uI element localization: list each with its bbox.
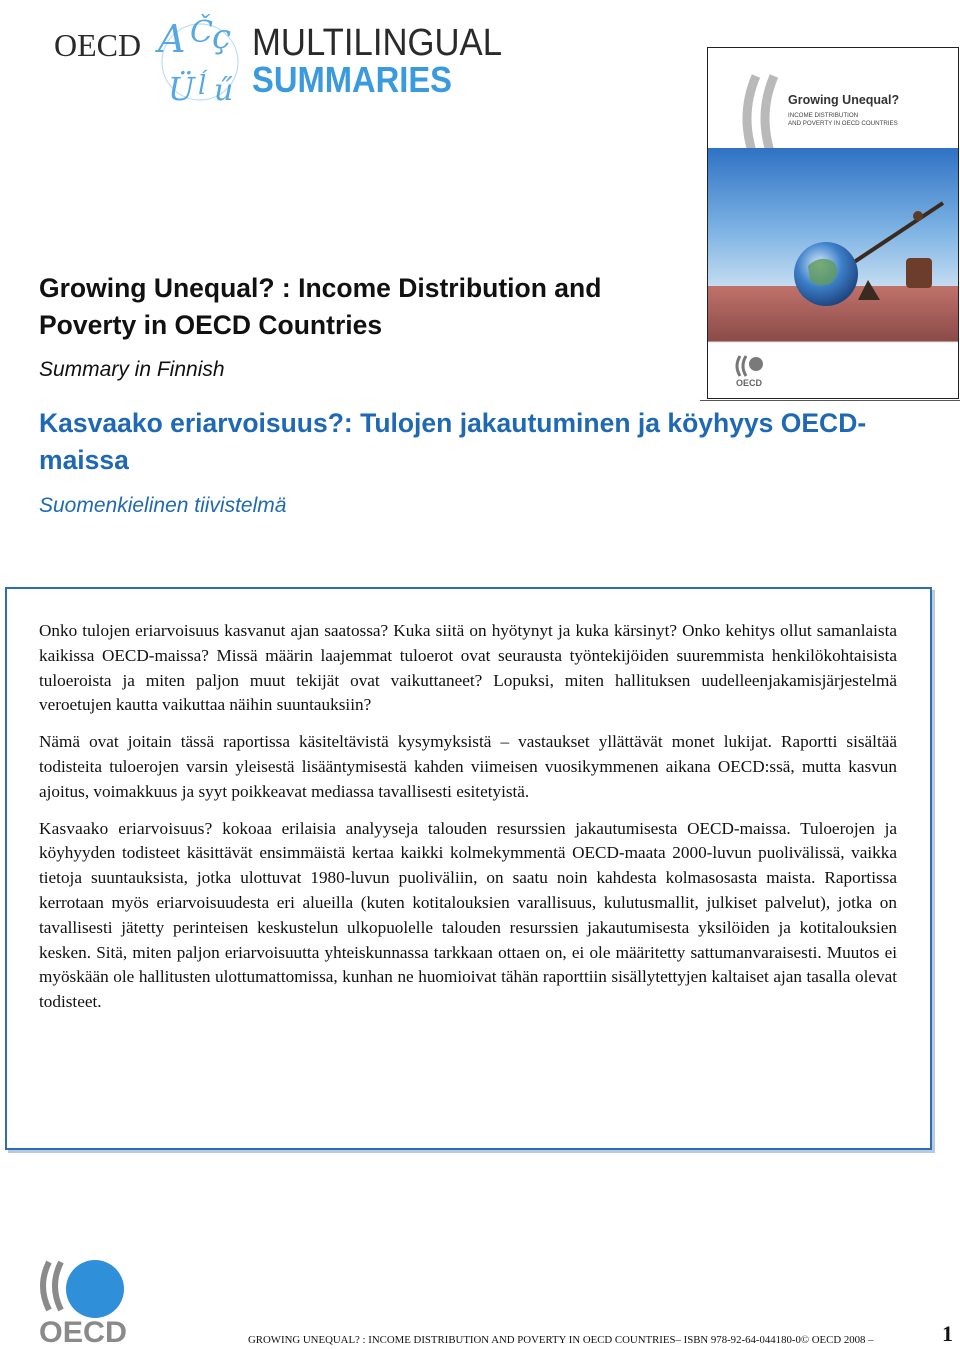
logo-multilingual-text: MULTILINGUAL	[252, 22, 502, 64]
cover-divider	[700, 400, 960, 401]
multilingual-summaries-logo	[40, 0, 505, 118]
cover-subtitle-line1: INCOME DISTRIBUTION	[788, 112, 859, 119]
oecd-chevron-icon	[43, 1262, 61, 1310]
footer-citation: GROWING UNEQUAL? : INCOME DISTRIBUTION AND POVERTY IN OECD COUNTRIES– ISBN 978-92-64-044180-0© OECD 2008 –	[248, 1334, 874, 1346]
finnish-subtitle: Suomenkielinen tiivistelmä	[39, 494, 287, 517]
summary-paragraph-3-lead: Kasvaako eriarvoisuus?	[39, 818, 213, 838]
logo-oecd-text: OECD	[54, 27, 142, 63]
svg-text:ű: ű	[214, 73, 234, 108]
cover-subtitle-line2: AND POVERTY IN OECD COUNTRIES	[788, 120, 898, 127]
summary-box	[5, 587, 932, 1150]
finnish-title: Kasvaako eriarvoisuus?: Tulojen jakautuminen ja köyhyys OECD-maissa	[39, 408, 867, 475]
svg-text:Č: Č	[190, 15, 213, 50]
english-subtitle: Summary in Finnish	[39, 358, 225, 381]
summary-paragraph-2: Nämä ovat joitain tässä raportissa käsiteltävistä kysymyksistä – vastaukset yllättävät monet lukijat. Raportti sisältää todisteita tuloerojen varsin yleisestä lisääntymisestä kahden viimeisen vuosikymmenen aikana OECD:ssä, mutta kasvun ajoitus, voimakkuus ja syyt poikkeavat mediassa tavallisesti esitetyistä.	[39, 732, 897, 801]
logo-summaries-text: SUMMARIES	[252, 59, 452, 100]
summary-body	[39, 619, 897, 1027]
oecd-logo-text: OECD	[39, 1316, 127, 1346]
svg-text:A: A	[158, 17, 186, 61]
summary-paragraph-1: Onko tulojen eriarvoisuus kasvanut ajan saatossa? Kuka siitä on hyötynyt ja kuka kärsinyt? Onko kehitys ollut samanlaista kaikissa OECD-maissa? Missä määrin laajemmat tuloerot ovat seurausta työntekijöiden suuremmista henkilökohtaisista tuloeroista ja miten paljon muut tekijät ovat vaikuttaneet? Lopuksi, miten hallituksen uudelleenjakamisjärjestelmä veroetujen kautta vaikuttaa näihin suuntauksiin?	[39, 621, 897, 715]
english-title: Growing Unequal? : Income Distribution and Poverty in OECD Countries	[39, 273, 602, 340]
svg-text:Ü: Ü	[168, 70, 195, 108]
page-number: 1	[942, 1321, 953, 1346]
book-cover-image	[707, 47, 959, 399]
svg-text:ĺ: ĺ	[198, 71, 207, 101]
oecd-globe-icon	[66, 1260, 124, 1318]
svg-text:ç: ç	[212, 17, 232, 57]
cover-title: Growing Unequal?	[788, 93, 900, 107]
cover-logo-text: OECD	[736, 378, 763, 388]
summary-paragraph-3	[39, 817, 897, 1015]
summary-paragraph-3-body: kokoaa erilaisia analyyseja talouden resurssien jakautumisesta OECD-maissa. Tuloerojen ja köyhyyden todisteet käsittävät ensimmäistä kertaa kaikki kolmekymmentä OECD-maata 2000-luvun puolivälissä, vaikka tietoja suuntauksista, jotka ulottuvat 1980-luvun puoliväliin, on saatu noin kahdesta kolmasosasta maista. Raportissa kerrotaan myös eriarvoisuudesta eri alueilla (kuten kotitalouksien varallisuus, kulutusmallit, julkiset palvelut), jotka on tavallisesti jätetty perinteisen keskustelun ulkopuolelle talouden resurssien jakautumisesta yksilöiden ja kotitalouksien kesken. Sitä, miten paljon eriarvoisuutta yhteiskunnassa tarkkaan ottaen on, ei ole määritetty sattumanvaraisesti. Muutos ei myöskään ole hallitusten ulottumattomissa, kunhan ne huomioivat tähän raporttiin sisällytettyjen kaltaiset ajan tasalla olevat todisteet.	[39, 818, 897, 1012]
oecd-logo	[37, 1256, 129, 1346]
